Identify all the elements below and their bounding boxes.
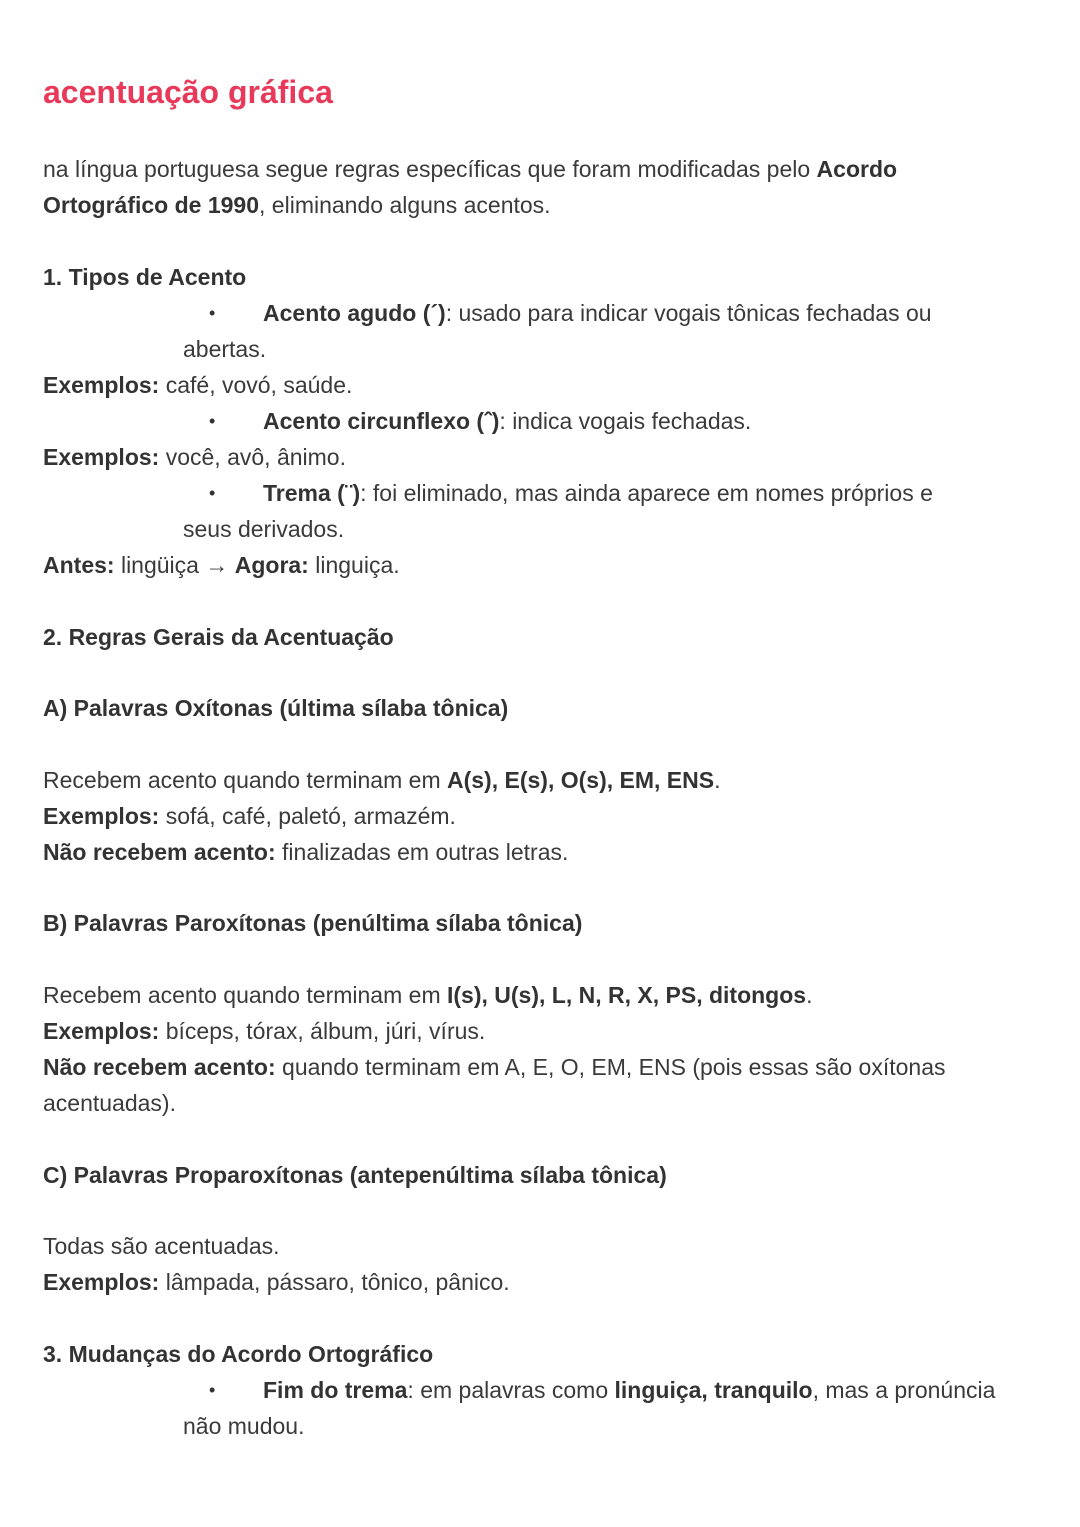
example-line [43,1013,485,1049]
example-label: Exemplos: [43,372,160,398]
rule-text: Recebem acento quando terminam em [43,767,447,793]
subsection-b-heading: B) Palavras Paroxítonas (penúltima sílaba tônica) [43,910,583,936]
item-text: : usado para indicar vogais tônicas fechadas ou [445,300,932,326]
example-label: Exemplos: [43,803,160,829]
bullet-icon: • [209,1380,216,1400]
rule-text: Recebem acento quando terminam em [43,982,447,1008]
exception-label: Não recebem acento: [43,839,276,865]
rule-end: . [714,767,721,793]
subsection-a-heading: A) Palavras Oxítonas (última sílaba tônica) [43,695,509,721]
rule-line [43,762,720,798]
example-line [43,798,456,834]
example-text: lâmpada, pássaro, tônico, pânico. [159,1269,510,1295]
example-line [43,439,346,475]
rule-bold: I(s), U(s), L, N, R, X, PS, ditongos [447,982,807,1008]
item-label: Acento agudo (´) [263,300,446,326]
example-text: café, vovó, saúde. [159,372,353,398]
intro-line-1 [43,151,897,187]
subsection-c-heading: C) Palavras Proparoxítonas (antepenúltima sílaba tônica) [43,1162,667,1188]
agora-label: Agora: [234,552,309,578]
antes-label: Antes: [43,552,115,578]
antes-text: lingüiça → [114,552,235,578]
intro-line-2 [43,187,551,223]
example-label: Exemplos: [43,1018,160,1044]
item-label: Fim do trema [263,1377,408,1403]
rule-bold: A(s), E(s), O(s), EM, ENS [447,767,715,793]
item-label: Trema (¨) [263,480,361,506]
example-label: Exemplos: [43,1269,160,1295]
bullet-icon: • [209,411,216,431]
section-1-heading: 1. Tipos de Acento [43,264,247,290]
exception-continuation: acentuadas). [43,1090,176,1116]
example-line [43,1264,510,1300]
item-text: : foi eliminado, mas ainda aparece em nomes próprios e [360,480,933,506]
example-label: Exemplos: [43,444,160,470]
item-continuation: abertas. [183,336,267,362]
example-text: você, avô, ânimo. [159,444,346,470]
bullet-icon: • [209,303,216,323]
item-continuation: não mudou. [183,1413,305,1439]
item-text: : indica vogais fechadas. [499,408,752,434]
bullet-icon: • [209,483,216,503]
item-bold: linguiça, tranquilo [614,1377,813,1403]
example-line [43,367,352,403]
rule-end: . [806,982,813,1008]
example-text: sofá, café, paletó, armazém. [159,803,456,829]
intro-text: , eliminando alguns acentos. [259,192,551,218]
item-continuation: seus derivados. [183,516,345,542]
rule-line: Todas são acentuadas. [43,1233,280,1259]
exception-line [43,834,568,870]
item-text: , mas a pronúncia [812,1377,996,1403]
agora-text: linguiça. [308,552,400,578]
intro-bold: Acordo [816,156,898,182]
item-label: Acento circunflexo (ˆ) [263,408,500,434]
exception-text: finalizadas em outras letras. [275,839,569,865]
page-title: acentuação gráfica [43,74,333,110]
exception-label: Não recebem acento: [43,1054,276,1080]
intro-bold: Ortográfico de 1990 [43,192,260,218]
rule-line [43,977,812,1013]
section-2-heading: 2. Regras Gerais da Acentuação [43,624,394,650]
example-text: bíceps, tórax, álbum, júri, vírus. [159,1018,486,1044]
item-text: : em palavras como [407,1377,615,1403]
exception-text: quando terminam em A, E, O, EM, ENS (pois essas são oxítonas [275,1054,946,1080]
exception-line [43,1049,946,1085]
section-3-heading: 3. Mudanças do Acordo Ortográfico [43,1341,434,1367]
example-line [43,547,400,583]
intro-text: na língua portuguesa segue regras específicas que foram modificadas pelo [43,156,817,182]
